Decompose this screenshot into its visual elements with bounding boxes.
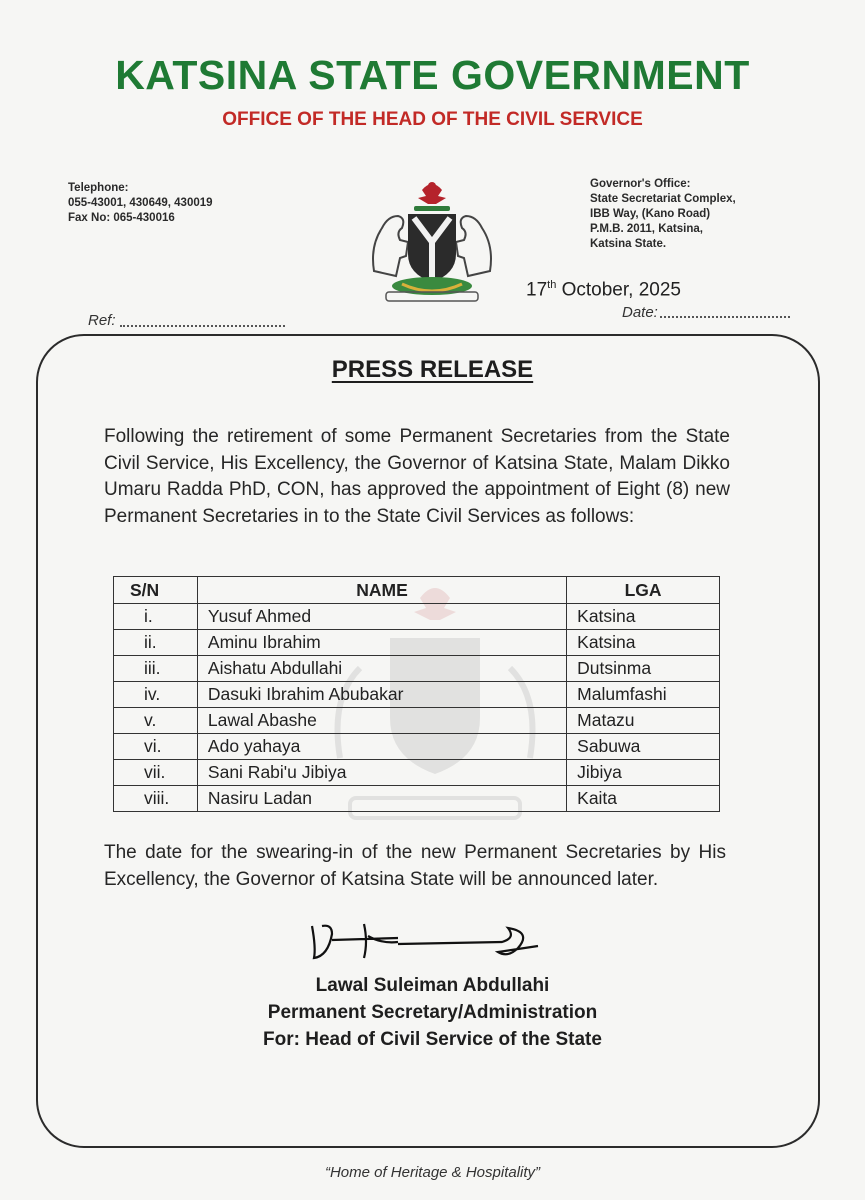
column-header-sn: S/N <box>114 577 198 604</box>
date-day: 17 <box>526 279 548 301</box>
row-lga: Katsina <box>567 604 720 630</box>
ref-dotted-line <box>120 325 285 327</box>
table-row <box>114 630 720 656</box>
handwritten-signature-icon <box>302 918 552 966</box>
address-line: P.M.B. 2011, Katsina, <box>590 223 703 235</box>
address-line: Katsina State. <box>590 238 667 250</box>
signatory-name: Lawal Suleiman Abdullahi <box>315 975 550 996</box>
footer-motto: “Home of Heritage & Hospitality” <box>324 1164 541 1181</box>
table-row <box>114 604 720 630</box>
row-lga: Katsina <box>567 630 720 656</box>
letter-date <box>526 279 681 301</box>
press-release-heading: PRESS RELEASE <box>331 356 534 383</box>
row-name: Nasiru Ladan <box>197 786 566 812</box>
row-lga: Malumfashi <box>567 682 720 708</box>
table-row <box>114 760 720 786</box>
contact-address-block <box>590 177 736 252</box>
intro-paragraph: Following the retirement of some Permanent Secretaries from the State Civil Service, His Excellency, the Governor of Katsina State, Malam Dikko Umaru Radda PhD, CON, has approved the appointment of Eight (8) new Permanent Secretaries in to the State Civil Services as follows: <box>104 426 730 527</box>
row-lga: Kaita <box>567 786 720 812</box>
row-name: Aminu Ibrahim <box>197 630 566 656</box>
closing-paragraph: The date for the swearing-in of the new Permanent Secretaries by His Excellency, the Governor of Katsina State will be announced later. <box>104 842 726 890</box>
row-name: Ado yahaya <box>197 734 566 760</box>
date-rest: October, 2025 <box>556 279 681 301</box>
row-lga: Matazu <box>567 708 720 734</box>
row-sn: ii. <box>114 630 198 656</box>
row-name: Aishatu Abdullahi <box>197 656 566 682</box>
table-row <box>114 708 720 734</box>
press-release-title <box>0 356 865 384</box>
table-header-row <box>114 577 720 604</box>
address-line: IBB Way, (Kano Road) <box>590 208 711 220</box>
row-name: Sani Rabi'u Jibiya <box>197 760 566 786</box>
row-sn: iv. <box>114 682 198 708</box>
government-title: KATSINA STATE GOVERNMENT <box>115 52 750 98</box>
nigeria-coat-of-arms-icon <box>362 176 502 306</box>
signatory-block <box>0 972 865 1053</box>
column-header-lga: LGA <box>567 577 720 604</box>
table-row <box>114 786 720 812</box>
address-line: State Secretariat Complex, <box>590 193 736 205</box>
row-sn: vi. <box>114 734 198 760</box>
row-sn: vii. <box>114 760 198 786</box>
signatory-for: For: Head of Civil Service of the State <box>263 1029 602 1050</box>
permanent-secretaries-table <box>113 576 720 812</box>
table-row <box>114 734 720 760</box>
date-dotted-line <box>660 316 790 318</box>
telephone-numbers: 055-43001, 430649, 430019 <box>68 197 213 209</box>
row-sn: iii. <box>114 656 198 682</box>
row-name: Lawal Abashe <box>197 708 566 734</box>
address-line: Governor's Office: <box>590 178 691 190</box>
telephone-label: Telephone: <box>68 182 129 194</box>
row-lga: Jibiya <box>567 760 720 786</box>
contact-telephone-block <box>68 181 213 226</box>
table-row <box>114 656 720 682</box>
date-label: Date: <box>622 304 658 321</box>
row-name: Dasuki Ibrahim Abubakar <box>197 682 566 708</box>
row-sn: v. <box>114 708 198 734</box>
column-header-name: NAME <box>197 577 566 604</box>
row-sn: i. <box>114 604 198 630</box>
row-sn: viii. <box>114 786 198 812</box>
ref-label: Ref: <box>88 312 116 329</box>
row-lga: Dutsinma <box>567 656 720 682</box>
office-subtitle: OFFICE OF THE HEAD OF THE CIVIL SERVICE <box>222 109 643 130</box>
signatory-position: Permanent Secretary/Administration <box>267 1002 598 1023</box>
fax-number: Fax No: 065-430016 <box>68 212 175 224</box>
row-name: Yusuf Ahmed <box>197 604 566 630</box>
row-lga: Sabuwa <box>567 734 720 760</box>
date-suffix: th <box>547 279 557 291</box>
table-row <box>114 682 720 708</box>
